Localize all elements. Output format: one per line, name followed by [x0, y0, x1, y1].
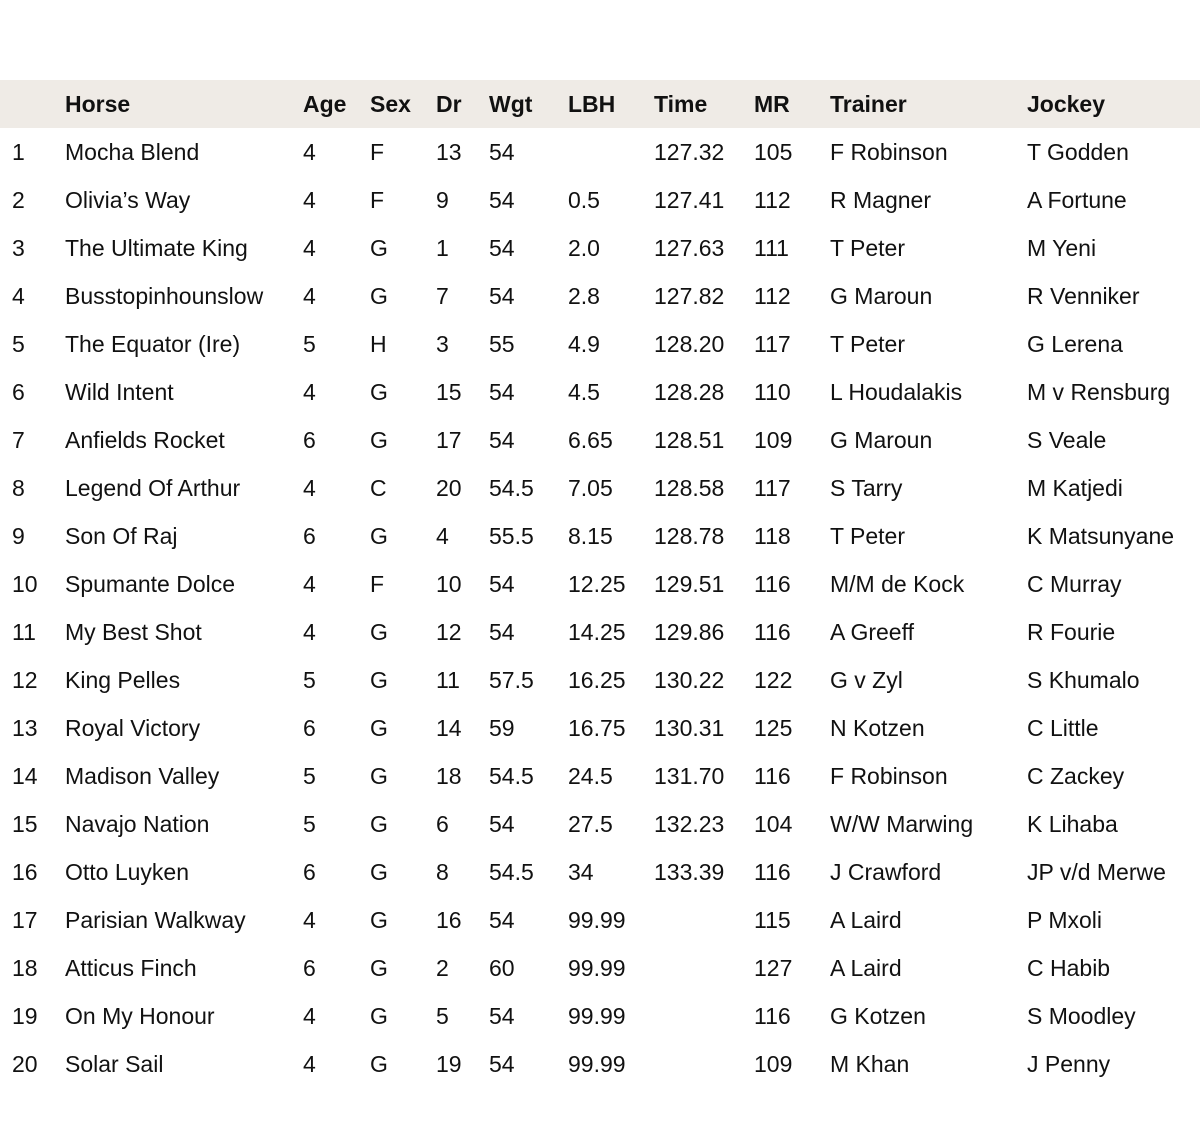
cell-draw: 8: [436, 858, 449, 885]
cell-weight: 55: [489, 330, 515, 357]
cell-sex: G: [370, 810, 388, 837]
cell-position: 20: [12, 1050, 38, 1077]
cell-draw: 20: [436, 474, 462, 501]
cell-sex: G: [370, 954, 388, 981]
cell-time: [654, 944, 754, 992]
cell-position: 19: [12, 1002, 38, 1029]
cell-jockey: G Lerena: [1027, 330, 1123, 357]
cell-weight: 60: [489, 954, 515, 981]
cell-position: 15: [12, 810, 38, 837]
cell-weight: 54: [489, 426, 515, 453]
cell-position: 11: [12, 618, 36, 645]
cell-draw: 12: [436, 618, 462, 645]
cell-jockey: C Habib: [1027, 954, 1111, 981]
cell-lengths-behind: 16.75: [568, 714, 626, 741]
cell-horse: King Pelles: [65, 666, 181, 693]
cell-weight: 54: [489, 1050, 515, 1077]
cell-merit-rating: 109: [754, 426, 793, 453]
cell-merit-rating: 110: [754, 378, 791, 405]
cell-weight: 54: [489, 906, 515, 933]
cell-age: 4: [303, 906, 316, 933]
table-row: [0, 800, 1200, 848]
cell-jockey: C Zackey: [1027, 762, 1125, 789]
cell-time: 127.82: [654, 282, 725, 309]
cell-jockey: S Khumalo: [1027, 666, 1140, 693]
cell-draw: 5: [436, 1002, 449, 1029]
cell-jockey: P Mxoli: [1027, 906, 1102, 933]
header-jockey: Jockey: [1027, 90, 1106, 117]
cell-horse: Parisian Walkway: [65, 906, 246, 933]
cell-trainer: F Robinson: [830, 138, 948, 165]
cell-trainer: A Greeff: [830, 618, 914, 645]
cell-lengths-behind: 2.0: [568, 234, 600, 261]
cell-position: 5: [12, 330, 25, 357]
cell-merit-rating: 122: [754, 666, 793, 693]
cell-trainer: T Peter: [830, 522, 905, 549]
header-weight: Wgt: [489, 90, 533, 117]
cell-time: [654, 992, 754, 1040]
table-row: [0, 224, 1200, 272]
cell-time: 127.41: [654, 186, 725, 213]
cell-draw: 7: [436, 282, 449, 309]
cell-age: 4: [303, 1002, 316, 1029]
cell-weight: 54.5: [489, 474, 534, 501]
cell-sex: G: [370, 378, 388, 405]
cell-weight: 54: [489, 810, 515, 837]
cell-draw: 9: [436, 186, 449, 213]
cell-sex: G: [370, 426, 388, 453]
cell-lengths-behind: 6.65: [568, 426, 613, 453]
cell-time: [654, 1040, 754, 1088]
table-header-row: [0, 80, 1200, 128]
table-row: [0, 560, 1200, 608]
cell-sex: G: [370, 618, 388, 645]
cell-trainer: A Laird: [830, 954, 902, 981]
header-horse: Horse: [65, 90, 131, 117]
cell-lengths-behind: 0.5: [568, 186, 600, 213]
cell-jockey: C Murray: [1027, 570, 1122, 597]
cell-draw: 6: [436, 810, 449, 837]
cell-weight: 55.5: [489, 522, 534, 549]
cell-age: 4: [303, 570, 316, 597]
cell-weight: 54: [489, 570, 515, 597]
cell-merit-rating: 116: [754, 1002, 791, 1029]
cell-draw: 16: [436, 906, 462, 933]
cell-weight: 54.5: [489, 858, 534, 885]
table-row: [0, 1040, 1200, 1088]
cell-draw: 11: [436, 666, 460, 693]
cell-trainer: T Peter: [830, 234, 905, 261]
table-row: [0, 128, 1200, 176]
cell-horse: Solar Sail: [65, 1050, 164, 1077]
cell-position: 9: [12, 522, 25, 549]
cell-trainer: J Crawford: [830, 858, 942, 885]
cell-jockey: R Venniker: [1027, 282, 1140, 309]
cell-draw: 2: [436, 954, 449, 981]
cell-jockey: K Matsunyane: [1027, 522, 1175, 549]
cell-draw: 17: [436, 426, 462, 453]
cell-lengths-behind: 16.25: [568, 666, 626, 693]
cell-position: 10: [12, 570, 38, 597]
cell-age: 4: [303, 138, 316, 165]
cell-age: 5: [303, 330, 316, 357]
cell-weight: 54: [489, 138, 515, 165]
table-row: [0, 656, 1200, 704]
cell-age: 5: [303, 810, 316, 837]
table-row: [0, 896, 1200, 944]
cell-lengths-behind: 8.15: [568, 522, 613, 549]
cell-sex: G: [370, 282, 388, 309]
cell-draw: 10: [436, 570, 462, 597]
cell-sex: F: [370, 186, 385, 213]
table-row: [0, 944, 1200, 992]
cell-sex: G: [370, 762, 388, 789]
cell-merit-rating: 116: [754, 570, 791, 597]
cell-lengths-behind: 34: [568, 858, 594, 885]
cell-sex: F: [370, 570, 385, 597]
cell-lengths-behind: 12.25: [568, 570, 626, 597]
header-trainer: Trainer: [830, 90, 907, 117]
header-merit-rating: MR: [754, 90, 790, 117]
cell-trainer: G Kotzen: [830, 1002, 926, 1029]
table-row: [0, 704, 1200, 752]
cell-horse: Madison Valley: [65, 762, 220, 789]
cell-draw: 13: [436, 138, 462, 165]
cell-jockey: J Penny: [1027, 1050, 1111, 1077]
cell-trainer: T Peter: [830, 330, 905, 357]
cell-trainer: F Robinson: [830, 762, 948, 789]
cell-position: 18: [12, 954, 38, 981]
cell-position: 8: [12, 474, 25, 501]
cell-position: 2: [12, 186, 25, 213]
cell-merit-rating: 118: [754, 522, 791, 549]
cell-weight: 54: [489, 234, 515, 261]
cell-time: 133.39: [654, 858, 725, 885]
cell-time: 128.51: [654, 426, 725, 453]
cell-age: 6: [303, 714, 316, 741]
cell-sex: F: [370, 138, 385, 165]
cell-sex: C: [370, 474, 387, 501]
table-row: [0, 512, 1200, 560]
cell-time: 128.28: [654, 378, 725, 405]
cell-merit-rating: 105: [754, 138, 793, 165]
cell-lengths-behind: [568, 128, 654, 176]
cell-merit-rating: 117: [754, 330, 791, 357]
cell-horse: Royal Victory: [65, 714, 201, 741]
cell-merit-rating: 125: [754, 714, 793, 741]
cell-lengths-behind: 14.25: [568, 618, 626, 645]
cell-age: 6: [303, 426, 316, 453]
cell-weight: 54.5: [489, 762, 534, 789]
cell-merit-rating: 109: [754, 1050, 793, 1077]
cell-lengths-behind: 24.5: [568, 762, 613, 789]
header-time: Time: [654, 90, 708, 117]
cell-trainer: N Kotzen: [830, 714, 925, 741]
cell-horse: Atticus Finch: [65, 954, 197, 981]
header-age: Age: [303, 90, 347, 117]
cell-weight: 54: [489, 282, 515, 309]
cell-age: 4: [303, 186, 316, 213]
cell-merit-rating: 117: [754, 474, 791, 501]
cell-age: 4: [303, 474, 316, 501]
cell-trainer: W/W Marwing: [830, 810, 974, 837]
cell-merit-rating: 127: [754, 954, 793, 981]
cell-draw: 3: [436, 330, 449, 357]
cell-weight: 57.5: [489, 666, 534, 693]
cell-trainer: M Khan: [830, 1050, 910, 1077]
cell-merit-rating: 115: [754, 906, 791, 933]
table-row: [0, 320, 1200, 368]
cell-time: 128.58: [654, 474, 725, 501]
cell-lengths-behind: 7.05: [568, 474, 613, 501]
table-row: [0, 176, 1200, 224]
cell-sex: G: [370, 1002, 388, 1029]
cell-trainer: G Maroun: [830, 282, 933, 309]
cell-jockey: T Godden: [1027, 138, 1129, 165]
cell-jockey: R Fourie: [1027, 618, 1116, 645]
cell-draw: 19: [436, 1050, 462, 1077]
cell-sex: G: [370, 666, 388, 693]
table-row: [0, 752, 1200, 800]
cell-horse: Legend Of Arthur: [65, 474, 241, 501]
table-row: [0, 992, 1200, 1040]
cell-horse: Busstopinhounslow: [65, 282, 264, 309]
cell-trainer: M/M de Kock: [830, 570, 965, 597]
cell-position: 4: [12, 282, 25, 309]
table-row: [0, 368, 1200, 416]
cell-draw: 15: [436, 378, 462, 405]
table-row: [0, 608, 1200, 656]
cell-merit-rating: 112: [754, 186, 791, 213]
cell-weight: 54: [489, 1002, 515, 1029]
header-position: [0, 80, 65, 128]
cell-trainer: R Magner: [830, 186, 931, 213]
cell-merit-rating: 104: [754, 810, 793, 837]
cell-sex: G: [370, 1050, 388, 1077]
cell-position: 3: [12, 234, 25, 261]
cell-jockey: M v Rensburg: [1027, 378, 1171, 405]
cell-sex: G: [370, 714, 388, 741]
cell-age: 5: [303, 762, 316, 789]
cell-weight: 59: [489, 714, 515, 741]
cell-jockey: A Fortune: [1027, 186, 1127, 213]
cell-trainer: S Tarry: [830, 474, 903, 501]
cell-weight: 54: [489, 618, 515, 645]
cell-time: 128.78: [654, 522, 725, 549]
cell-sex: G: [370, 906, 388, 933]
cell-horse: On My Honour: [65, 1002, 215, 1029]
header-draw: Dr: [436, 90, 462, 117]
cell-merit-rating: 116: [754, 858, 791, 885]
cell-horse: Wild Intent: [65, 378, 174, 405]
table-row: [0, 464, 1200, 512]
race-results-table: [0, 80, 1200, 1088]
cell-age: 4: [303, 618, 316, 645]
cell-position: 13: [12, 714, 38, 741]
cell-draw: 14: [436, 714, 462, 741]
cell-sex: G: [370, 858, 388, 885]
cell-trainer: G v Zyl: [830, 666, 903, 693]
cell-lengths-behind: 2.8: [568, 282, 600, 309]
cell-merit-rating: 116: [754, 762, 791, 789]
cell-draw: 1: [436, 234, 449, 261]
header-sex: Sex: [370, 90, 411, 117]
cell-horse: My Best Shot: [65, 618, 202, 645]
cell-time: 127.32: [654, 138, 725, 165]
cell-horse: Son Of Raj: [65, 522, 178, 549]
cell-age: 4: [303, 378, 316, 405]
cell-horse: The Equator (Ire): [65, 330, 241, 357]
cell-jockey: S Veale: [1027, 426, 1107, 453]
cell-age: 4: [303, 282, 316, 309]
cell-position: 17: [12, 906, 38, 933]
cell-time: 127.63: [654, 234, 725, 261]
cell-position: 12: [12, 666, 38, 693]
cell-horse: Navajo Nation: [65, 810, 210, 837]
cell-age: 6: [303, 858, 316, 885]
cell-time: 131.70: [654, 762, 725, 789]
cell-merit-rating: 111: [754, 234, 789, 261]
cell-draw: 4: [436, 522, 449, 549]
cell-lengths-behind: 99.99: [568, 906, 626, 933]
cell-horse: Otto Luyken: [65, 858, 190, 885]
cell-horse: Anfields Rocket: [65, 426, 225, 453]
table-body: [0, 128, 1200, 1088]
cell-lengths-behind: 99.99: [568, 1002, 626, 1029]
cell-horse: Spumante Dolce: [65, 570, 236, 597]
cell-trainer: G Maroun: [830, 426, 933, 453]
cell-time: 130.22: [654, 666, 725, 693]
table-row: [0, 848, 1200, 896]
cell-time: 129.51: [654, 570, 725, 597]
cell-sex: G: [370, 234, 388, 261]
cell-position: 7: [12, 426, 25, 453]
cell-horse: Mocha Blend: [65, 138, 200, 165]
cell-sex: H: [370, 330, 387, 357]
cell-lengths-behind: 99.99: [568, 1050, 626, 1077]
cell-jockey: K Lihaba: [1027, 810, 1118, 837]
cell-position: 6: [12, 378, 25, 405]
table-row: [0, 416, 1200, 464]
cell-age: 5: [303, 666, 316, 693]
cell-horse: Olivia’s Way: [65, 186, 191, 213]
header-lengths-behind: LBH: [568, 90, 616, 117]
cell-jockey: M Katjedi: [1027, 474, 1123, 501]
cell-merit-rating: 116: [754, 618, 791, 645]
cell-age: 6: [303, 954, 316, 981]
cell-lengths-behind: 4.9: [568, 330, 600, 357]
cell-time: [654, 896, 754, 944]
cell-merit-rating: 112: [754, 282, 791, 309]
cell-age: 4: [303, 1050, 316, 1077]
cell-trainer: A Laird: [830, 906, 902, 933]
cell-time: 129.86: [654, 618, 725, 645]
cell-position: 16: [12, 858, 38, 885]
cell-age: 6: [303, 522, 316, 549]
cell-age: 4: [303, 234, 316, 261]
cell-horse: The Ultimate King: [65, 234, 248, 261]
cell-sex: G: [370, 522, 388, 549]
cell-time: 128.20: [654, 330, 725, 357]
cell-draw: 18: [436, 762, 462, 789]
cell-weight: 54: [489, 186, 515, 213]
cell-position: 14: [12, 762, 38, 789]
cell-jockey: S Moodley: [1027, 1002, 1136, 1029]
cell-time: 130.31: [654, 714, 725, 741]
cell-jockey: C Little: [1027, 714, 1099, 741]
cell-position: 1: [12, 138, 25, 165]
cell-jockey: JP v/d Merwe: [1027, 858, 1166, 885]
cell-lengths-behind: 27.5: [568, 810, 613, 837]
cell-weight: 54: [489, 378, 515, 405]
table-row: [0, 272, 1200, 320]
cell-lengths-behind: 99.99: [568, 954, 626, 981]
cell-trainer: L Houdalakis: [830, 378, 963, 405]
cell-jockey: M Yeni: [1027, 234, 1097, 261]
cell-lengths-behind: 4.5: [568, 378, 600, 405]
cell-time: 132.23: [654, 810, 725, 837]
